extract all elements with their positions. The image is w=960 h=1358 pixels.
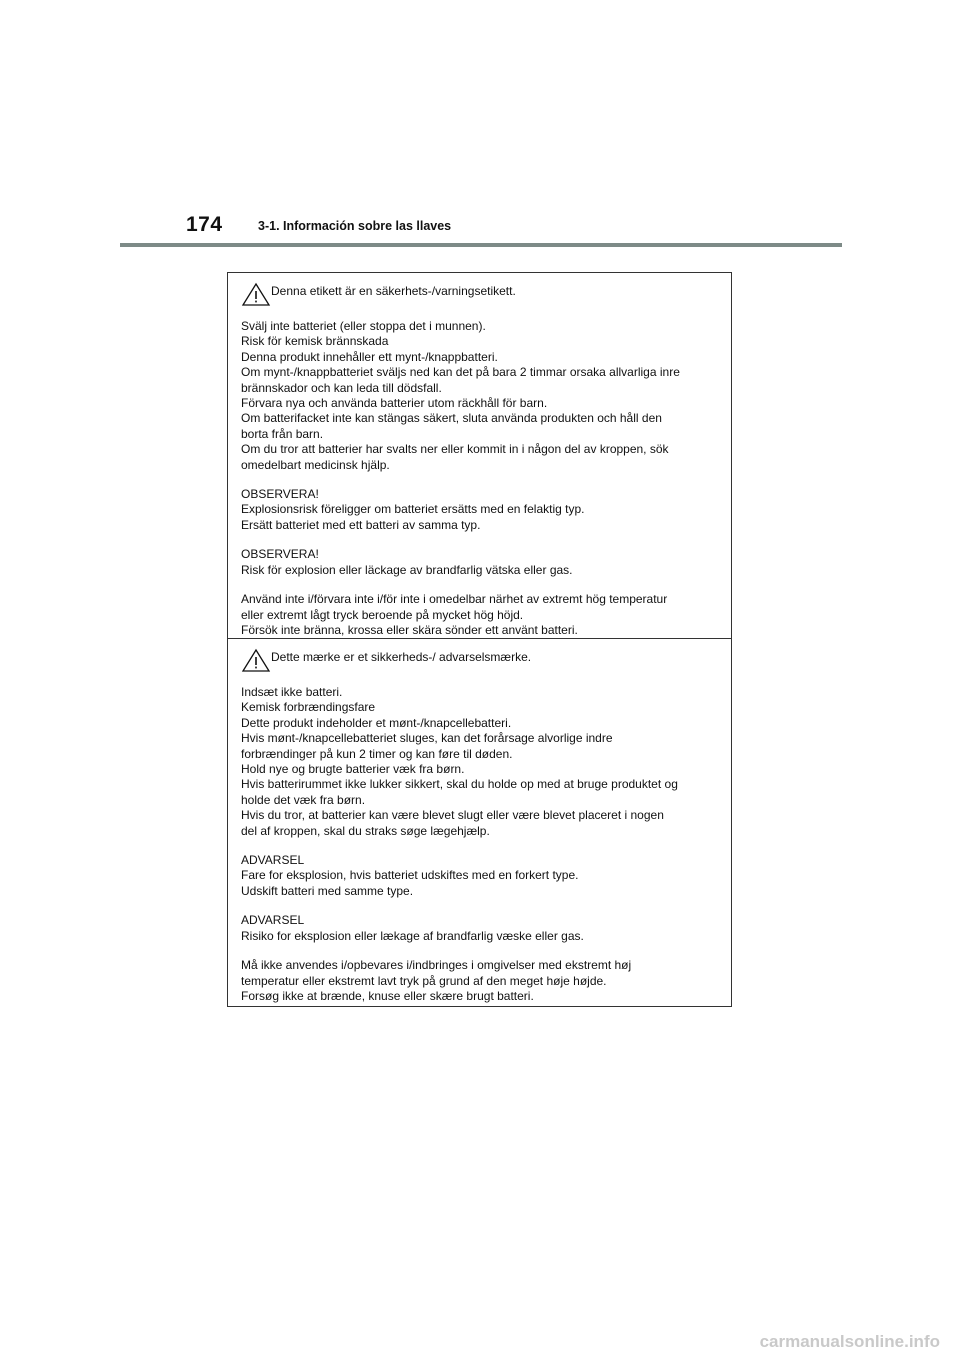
text-line: Om batterifacket inte kan stängas säkert, sluta använda produkten och håll den — [241, 411, 662, 426]
text-line: Hvis mønt-/knapcellebatteriet sluges, kan det forårsage alvorlige indre — [241, 731, 613, 746]
text-line: Hvis du tror, at batterier kan være blevet slugt eller være blevet placeret i nogen — [241, 808, 664, 823]
paragraph — [241, 592, 731, 638]
swedish-section — [228, 273, 731, 639]
text-line: Förvara nya och använda batterier utom räckhåll för barn. — [241, 396, 548, 411]
text-line: del af kroppen, skal du straks søge lægehjælp. — [241, 823, 490, 838]
text-line: Forsøg ikke at brænde, knuse eller skære brugt batteri. — [241, 988, 534, 1003]
danish-title: Dette mærke er et sikkerheds-/ advarselsmærke. — [271, 650, 532, 664]
text-line: Om du tror att batterier har svalts ner eller kommit in i någon del av kroppen, sök — [241, 442, 669, 457]
warning-triangle-icon — [241, 647, 271, 673]
danish-section — [228, 639, 731, 1004]
paragraph — [241, 319, 731, 473]
text-line: Använd inte i/förvara inte i/för inte i omedelbar närhet av extremt hög temperatur — [241, 592, 668, 607]
text-line: ADVARSEL — [241, 913, 305, 928]
text-line: OBSERVERA! — [241, 487, 319, 502]
text-line: Hold nye og brugte batterier væk fra børn. — [241, 762, 465, 777]
paragraph — [241, 853, 731, 899]
text-line: Om mynt-/knappbatteriet sväljs ned kan det på bara 2 timmar orsaka allvarliga inre — [241, 365, 680, 380]
paragraph — [241, 958, 731, 1004]
text-line: Risk för explosion eller läckage av brandfarlig vätska eller gas. — [241, 562, 573, 577]
paragraph — [241, 547, 731, 578]
text-line: brännskador och kan leda till dödsfall. — [241, 380, 442, 395]
page-number: 174 — [186, 213, 223, 236]
text-line: Hvis batterirummet ikke lukker sikkert, skal du holde op med at bruge produktet og — [241, 777, 678, 792]
text-line: forbrændinger på kun 2 timer og kan føre til døden. — [241, 746, 513, 761]
section-title: 3-1. Información sobre las llaves — [258, 219, 452, 233]
paragraph — [241, 913, 731, 944]
paragraph — [241, 685, 731, 839]
text-line: Svälj inte batteriet (eller stoppa det i munnen). — [241, 319, 486, 333]
text-line: omedelbart medicinsk hjälp. — [241, 457, 390, 472]
swedish-title: Denna etikett är en säkerhets-/varningsetikett. — [271, 284, 516, 298]
text-line: temperatur eller ekstremt lavt tryk på grund af den meget høje højde. — [241, 973, 607, 988]
text-line: Kemisk forbrændingsfare — [241, 700, 376, 715]
text-line: Fare for eksplosion, hvis batteriet udskiftes med en forkert type. — [241, 868, 579, 883]
paragraph — [241, 487, 731, 533]
danish-title-row — [241, 647, 731, 675]
warning-triangle-icon — [241, 281, 271, 307]
text-line: eller extremt lågt tryck beroende på mycket hög höjd. — [241, 607, 524, 622]
text-line: Ersätt batteriet med ett batteri av samma typ. — [241, 517, 481, 532]
header-rule — [120, 243, 842, 247]
text-line: Udskift batteri med samme type. — [241, 883, 414, 898]
text-line: Denna produkt innehåller ett mynt-/knappbatteri. — [241, 349, 498, 364]
swedish-paragraphs — [241, 319, 731, 638]
danish-paragraphs — [241, 685, 731, 1004]
text-line: Explosionsrisk föreligger om batteriet ersätts med en felaktig typ. — [241, 502, 585, 517]
swedish-title-row — [241, 281, 731, 309]
text-line: ADVARSEL — [241, 853, 305, 868]
text-line: OBSERVERA! — [241, 547, 319, 562]
text-line: Må ikke anvendes i/opbevares i/indbringes i omgivelser med ekstremt høj — [241, 958, 632, 973]
text-line: Risiko for eksplosion eller lækage af brandfarlig væske eller gas. — [241, 928, 584, 943]
text-line: Dette produkt indeholder et mønt-/knapcellebatteri. — [241, 715, 512, 730]
text-line: Risk för kemisk brännskada — [241, 334, 389, 349]
text-line: Indsæt ikke batteri. — [241, 685, 343, 699]
battery-warning-label — [227, 272, 732, 1007]
text-line: Försök inte bränna, krossa eller skära sönder ett använt batteri. — [241, 622, 578, 637]
text-line: holde det væk fra børn. — [241, 792, 366, 807]
text-line: borta från barn. — [241, 426, 324, 441]
watermark: carmanualsonline.info — [759, 1332, 940, 1351]
